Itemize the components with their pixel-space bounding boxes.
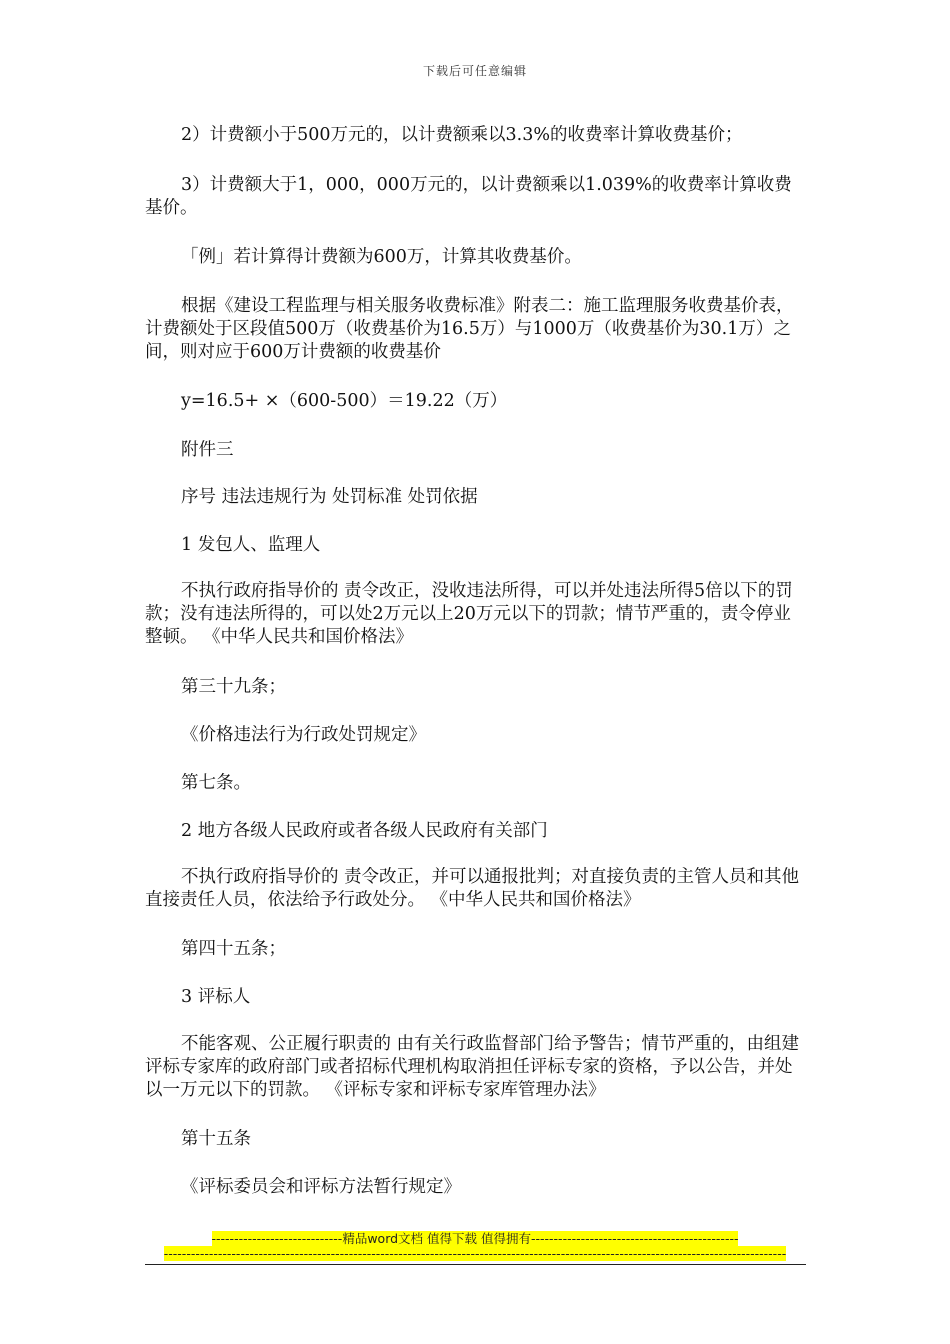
paragraph-fee-over-million: 3）计费额大于1，000，000万元的，以计费额乘以1.039%的收费率计算收费基价。: [145, 175, 792, 218]
paragraph-item-2-penalty: 不执行政府指导价的 责令改正，并可以通报批判；对直接负责的主管人员和其他直接责任人员，依法给予行政处分。 《中华人民共和国价格法》: [145, 867, 800, 910]
paragraph-item-3: 3 评标人: [181, 987, 251, 1007]
footer-dash-line: [0, 1246, 950, 1261]
footer-rule: [145, 1264, 806, 1265]
paragraph-item-2: 2 地方各级人民政府或者各级人民政府有关部门: [181, 821, 548, 841]
paragraph-example: 「例」若计算得计费额为600万，计算其收费基价。: [181, 247, 582, 267]
page-header-note: 下载后可任意编辑: [422, 64, 527, 78]
paragraph-item-1-penalty: 不执行政府指导价的 责令改正，没收违法所得，可以并处违法所得5倍以下的罚款；没有违法所得的，可以处2万元以上20万元以下的罚款；情节严重的，责令停业整顿。 《中华人民共和国价格法》: [145, 581, 793, 647]
paragraph-attachment-title: 附件三: [181, 440, 234, 460]
paragraph-price-regulation: 《价格违法行为行政处罚规定》: [181, 725, 426, 745]
paragraph-article-39: 第三十九条；: [181, 677, 286, 697]
footer-banner: [0, 1231, 950, 1246]
paragraph-article-15: 第十五条: [181, 1129, 251, 1149]
paragraph-formula: y=16.5+ ×（600-500）＝19.22（万）: [181, 391, 508, 411]
paragraph-article-45: 第四十五条；: [181, 939, 286, 959]
paragraph-standard-reference: 根据《建设工程监理与相关服务收费标准》附表二：施工监理服务收费基价表，计费额处于区段值500万（收费基价为16.5万）与1000万（收费基价为30.1万）之间，则对应于600万计费额的收费基价: [145, 296, 794, 362]
footer-dash-text: ------------------------------------------------------------------------------------------------------------------------------------------: [163, 1246, 787, 1261]
footer-banner-text: -----------------------------精品word文档 值得下载 值得拥有----------------------------------------------: [211, 1231, 739, 1246]
paragraph-fee-under-500: 2）计费额小于500万元的，以计费额乘以3.3%的收费率计算收费基价；: [181, 125, 743, 145]
paragraph-item-3-penalty: 不能客观、公正履行职责的 由有关行政监督部门给予警告；情节严重的，由组建评标专家库的政府部门或者招标代理机构取消担任评标专家的资格，予以公告，并处以一万元以下的罚款。 《评标专家和评标专家库管理办法》: [145, 1034, 800, 1100]
paragraph-evaluation-regulation: 《评标委员会和评标方法暂行规定》: [181, 1177, 461, 1197]
paragraph-item-1: 1 发包人、监理人: [181, 535, 321, 555]
paragraph-table-header: 序号 违法违规行为 处罚标准 处罚依据: [181, 487, 478, 507]
paragraph-article-7: 第七条。: [181, 773, 251, 793]
